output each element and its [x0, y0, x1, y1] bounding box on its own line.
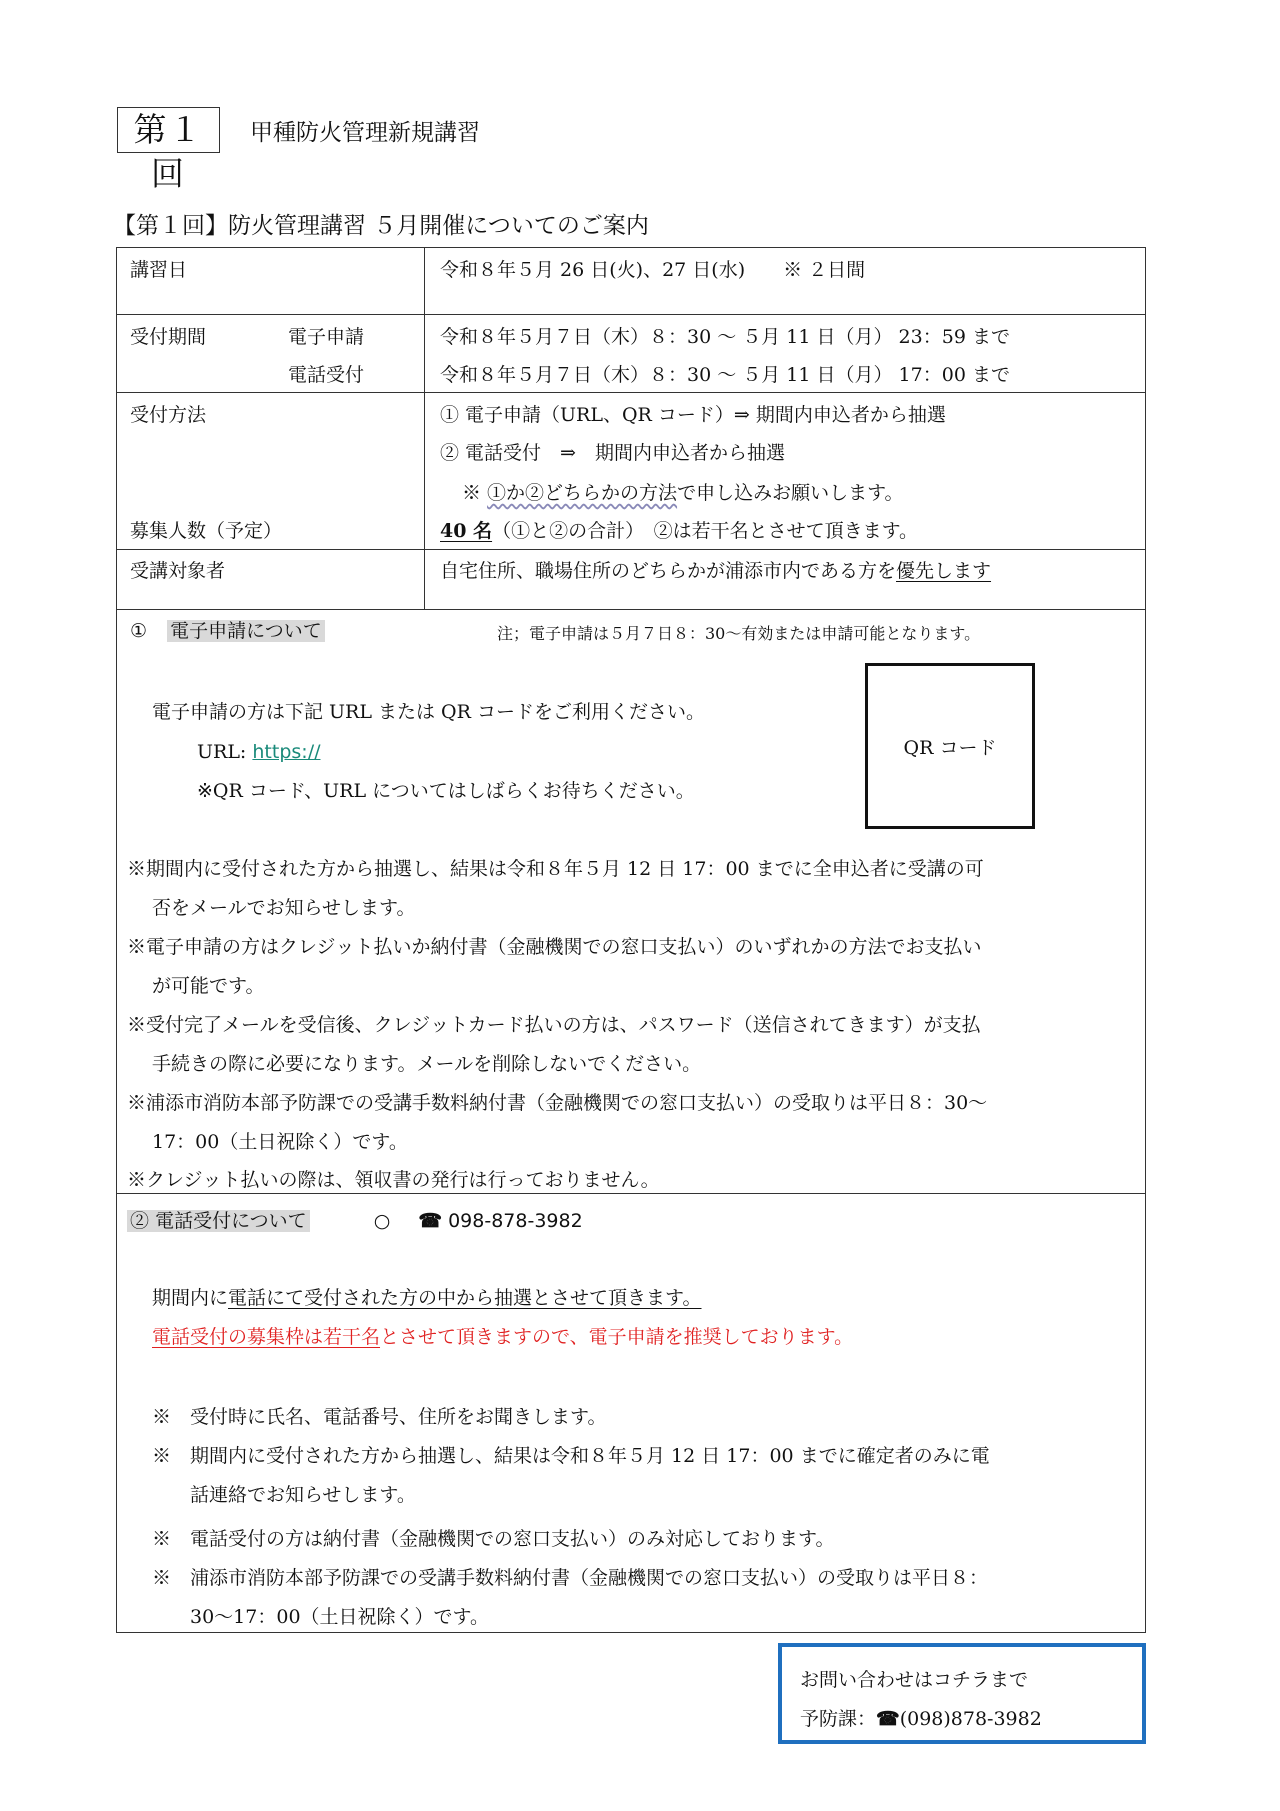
online-note: ※受付完了メールを受信後、クレジットカード払いの方は、パスワード（送信されてきます）が支払: [127, 1014, 981, 1036]
phone-quota-rest: とさせて頂きますので、電子申請を推奨しております。: [380, 1326, 854, 1348]
online-application-label: 電子申請: [288, 326, 365, 348]
url-line: [197, 740, 321, 764]
method-phone: ② 電話受付 ⇒ 期間内申込者から抽選: [440, 442, 785, 464]
section-title: 電話受付について: [155, 1210, 307, 1232]
course-date-label: 講習日: [130, 259, 188, 281]
circle-marker: ○: [373, 1210, 391, 1232]
online-note: が可能です。: [152, 975, 265, 997]
phone-reception-period: 令和８年５月７日（木）８：30 〜 ５月 11 日（月） 17：00 まで: [440, 364, 1010, 386]
phone-lottery-line: [152, 1286, 702, 1310]
phone-icon: ☎: [418, 1210, 443, 1232]
url-wait-note: ※QR コード、URL についてはしばらくお待ちください。: [197, 780, 695, 802]
qr-code-placeholder: [865, 663, 1035, 829]
application-url-link[interactable]: https://: [252, 741, 321, 763]
reception-period-label: 受付期間: [130, 326, 207, 348]
phone-number: 098-878-3982: [448, 1210, 583, 1232]
document-heading: 【第１回】防火管理講習 ５月開催についてのご案内: [113, 213, 649, 239]
phone-note: ※ 浦添市消防本部予防課での受講手数料納付書（金融機関での窓口支払い）の受取りは平日８：: [152, 1567, 989, 1589]
reception-method-label: 受付方法: [130, 404, 207, 426]
table-divider: [116, 549, 1146, 550]
course-date-value: 令和８年５月 26 日(火)、27 日(水) ※ ２日間: [440, 259, 866, 281]
phone-note: ※ 期間内に受付された方から抽選し、結果は令和８年５月 12 日 17：00 までに確定者のみに電: [152, 1445, 990, 1467]
capacity-count: 40 名: [440, 520, 493, 542]
method-note-prefix: ※: [462, 482, 488, 504]
phone-lottery-text: 電話にて受付された方の中から抽選とさせて頂きます。: [228, 1287, 702, 1309]
section-phone-header: [127, 1207, 583, 1235]
method-note-suffix: で申し込みお願いします。: [677, 482, 904, 504]
lecture-title: 甲種防火管理新規講習: [250, 120, 480, 146]
table-divider: [116, 1193, 1146, 1194]
url-label: URL:: [197, 741, 253, 763]
table-divider: [116, 392, 1146, 393]
contact-heading: お問い合わせはコチラまで: [800, 1669, 1029, 1691]
capacity-label: 募集人数（予定）: [130, 520, 283, 542]
method-note: [462, 481, 904, 505]
online-note: ※クレジット払いの際は、領収書の発行は行っておりません。: [127, 1169, 660, 1191]
online-note: 17：00（土日祝除く）です。: [152, 1131, 408, 1153]
online-note: 否をメールでお知らせします。: [152, 897, 416, 919]
target-label: 受講対象者: [130, 560, 226, 582]
phone-quota-warning: [152, 1325, 853, 1349]
online-note: ※電子申請の方はクレジット払いか納付書（金融機関での窓口支払い）のいずれかの方法でお支払い: [127, 936, 982, 958]
table-divider: [116, 609, 1146, 610]
online-note: ※浦添市消防本部予防課での受講手数料納付書（金融機関での窓口支払い）の受取りは平日８：30〜: [127, 1092, 988, 1114]
qr-code-label: QR コード: [903, 736, 997, 759]
method-note-emphasis: ①か②どちらかの方法: [487, 482, 678, 504]
phone-lottery-prefix: 期間内に: [152, 1287, 229, 1309]
contact-phone-line: [800, 1707, 1042, 1731]
phone-note: ※ 受付時に氏名、電話番号、住所をお聞きします。: [152, 1406, 607, 1428]
table-divider: [116, 314, 1146, 315]
online-note: 手続きの際に必要になります。メールを削除しないでください。: [152, 1053, 702, 1075]
column-divider: [424, 247, 425, 609]
online-start-note: 注；電子申請は５月７日８：30〜有効または申請可能となります。: [497, 624, 981, 643]
phone-icon: ☎: [876, 1708, 900, 1730]
target-priority: 優先します: [896, 560, 992, 582]
online-application-period: 令和８年５月７日（木）８：30 〜 ５月 11 日（月） 23：59 まで: [440, 326, 1010, 348]
capacity-value: [440, 519, 918, 543]
method-online: ① 電子申請（URL、QR コード）⇒ 期間内申込者から抽選: [440, 404, 946, 426]
section-phone-title-block: [127, 1210, 310, 1232]
contact-phone-number: (098)878-3982: [899, 1708, 1042, 1730]
online-intro: 電子申請の方は下記 URL または QR コードをご利用ください。: [152, 701, 705, 723]
section-title: 電子申請について: [167, 620, 325, 642]
target-text: 自宅住所、職場住所のどちらかが浦添市内である方を: [440, 560, 897, 582]
section-online-header: [130, 617, 325, 645]
phone-note: ※ 電話受付の方は納付書（金融機関での窓口支払い）のみ対応しております。: [152, 1528, 835, 1550]
contact-department: 予防課：: [800, 1708, 877, 1730]
capacity-detail: （①と②の合計） ②は若干名とさせて頂きます。: [492, 520, 919, 542]
section-number: ②: [130, 1210, 150, 1232]
lecture-number-badge: 第１回: [117, 107, 220, 153]
target-value: [440, 559, 991, 583]
phone-note: 話連絡でお知らせします。: [152, 1484, 416, 1506]
phone-quota-emphasis: 電話受付の募集枠は若干名: [152, 1326, 381, 1348]
phone-reception-label: 電話受付: [288, 364, 365, 386]
section-number: ①: [130, 620, 148, 642]
phone-note: 30〜17：00（土日祝除く）です。: [152, 1606, 490, 1628]
online-note: ※期間内に受付された方から抽選し、結果は令和８年５月 12 日 17：00 までに全申込者に受講の可: [127, 858, 984, 880]
